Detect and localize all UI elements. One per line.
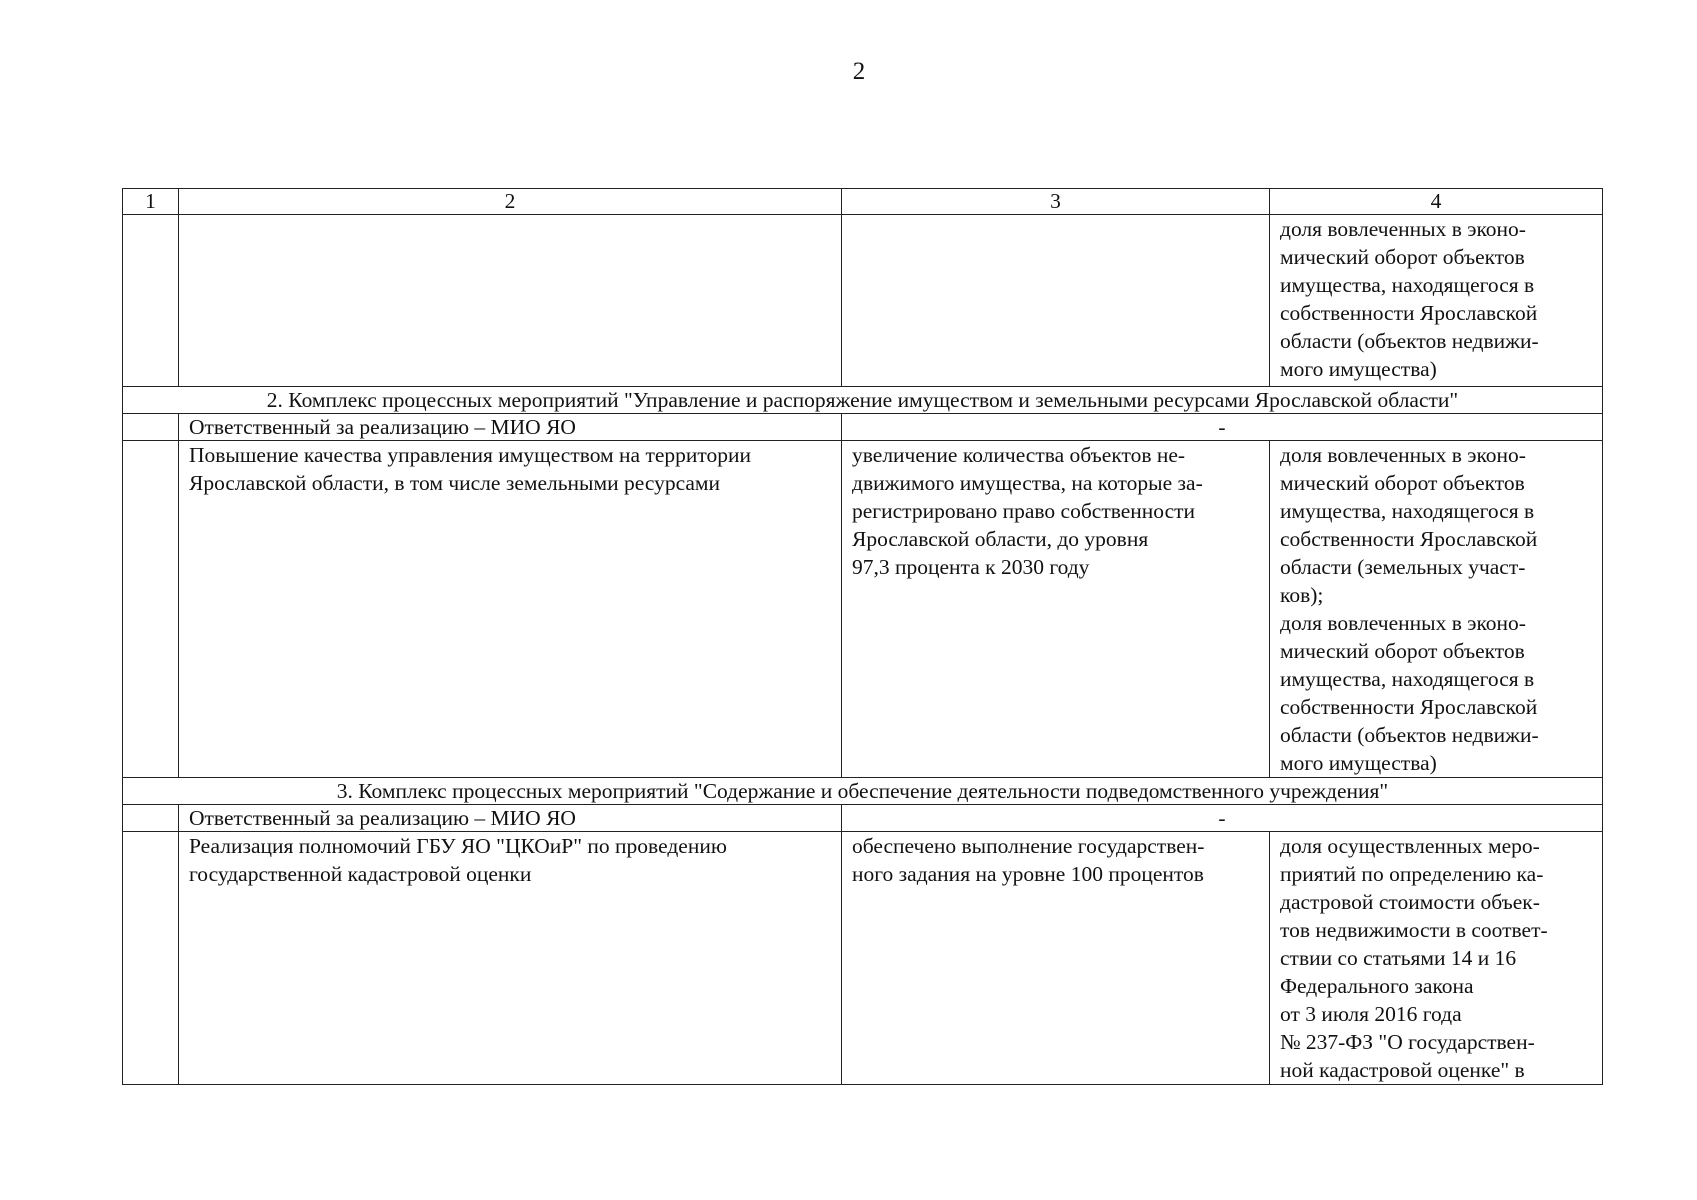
row-number-cell <box>123 215 179 387</box>
result-line: обеспечено выполнение государствен- <box>852 834 1205 858</box>
indicator-line: области (объектов недвижи- <box>1280 723 1539 747</box>
result-line: движимого имущества, на которые за- <box>852 471 1203 495</box>
row-number-cell <box>123 832 179 1085</box>
indicator-line: собственности Ярославской <box>1280 527 1538 551</box>
indicator-line: имущества, находящегося в <box>1280 273 1535 297</box>
section-3-responsible-row <box>123 805 1603 832</box>
section-3-task <box>189 832 831 888</box>
indicator-line: от 3 июля 2016 года <box>1280 1002 1462 1026</box>
indicator-line: приятий по определению ка- <box>1280 862 1544 886</box>
section-2-dash: - <box>842 414 1603 441</box>
section-2-task <box>189 441 831 497</box>
result-line: 97,3 процента к 2030 году <box>852 555 1090 579</box>
section-3-indicator <box>1280 832 1592 1084</box>
indicator-line: № 237-ФЗ "О государствен- <box>1280 1030 1535 1054</box>
section-2-result-cell <box>842 441 1270 778</box>
task-line: государственной кадастровой оценки <box>189 862 532 886</box>
section-3-responsible: Ответственный за реализацию – МИО ЯО <box>179 805 842 832</box>
result-line: увеличение количества объектов не- <box>852 443 1186 467</box>
task-line: Реализация полномочий ГБУ ЯО "ЦКОиР" по проведению <box>189 834 727 858</box>
section-3-dash: - <box>842 805 1603 832</box>
result-line: регистрировано право собственности <box>852 499 1196 523</box>
indicator-line: доля вовлеченных в эконо- <box>1280 443 1526 467</box>
column-header-2: 2 <box>179 189 842 215</box>
indicator-line: области (земельных участ- <box>1280 555 1526 579</box>
page-number: 2 <box>852 58 866 85</box>
indicator-line: имущества, находящегося в <box>1280 499 1535 523</box>
indicator-line: дастровой стоимости объек- <box>1280 890 1540 914</box>
column-header-3: 3 <box>842 189 1270 215</box>
column-header-1: 1 <box>123 189 179 215</box>
indicator-line: доля осуществленных меро- <box>1280 834 1540 858</box>
indicator-line: Федерального закона <box>1280 974 1474 998</box>
indicator-line: мого имущества) <box>1280 751 1437 775</box>
indicator-line: собственности Ярославской <box>1280 695 1538 719</box>
section-3-data-row <box>123 832 1603 1085</box>
indicator-line: области (объектов недвижи- <box>1280 329 1539 353</box>
task-cell <box>179 215 842 387</box>
result-line: Ярославской области, до уровня <box>852 527 1149 551</box>
task-line: Повышение качества управления имуществом на территории <box>189 443 752 467</box>
result-cell <box>842 215 1270 387</box>
section-3-result <box>852 832 1259 888</box>
row-number-cell <box>123 441 179 778</box>
section-2-indicator <box>1280 441 1592 777</box>
indicator-line: мого имущества) <box>1280 357 1437 381</box>
section-2-indicator-cell <box>1270 441 1603 778</box>
task-line: Ярославской области, в том числе земельными ресурсами <box>189 471 721 495</box>
indicator-line: ной кадастровой оценке" в <box>1280 1058 1525 1082</box>
indicator-line: тов недвижимости в соответ- <box>1280 918 1548 942</box>
section-3-title-row <box>123 778 1603 805</box>
table-row-continued <box>123 215 1603 387</box>
section-2-responsible-row <box>123 414 1603 441</box>
indicator-line: имущества, находящегося в <box>1280 667 1535 691</box>
indicator-line: ков); <box>1280 583 1324 607</box>
section-2-responsible: Ответственный за реализацию – МИО ЯО <box>179 414 842 441</box>
indicator-line: ствии со статьями 14 и 16 <box>1280 946 1517 970</box>
indicator-line: доля вовлеченных в эконо- <box>1280 611 1526 635</box>
indicator-cell <box>1270 215 1603 387</box>
indicator-text <box>1280 215 1592 383</box>
section-3-task-cell <box>179 832 842 1085</box>
row-number-cell <box>123 805 179 832</box>
table-header-row <box>123 189 1603 215</box>
section-2-title: 2. Комплекс процессных мероприятий "Управление и распоряжение имуществом и земельными ресурсами Ярославской области" <box>123 387 1603 414</box>
section-2-data-row <box>123 441 1603 778</box>
indicator-line: доля вовлеченных в эконо- <box>1280 217 1526 241</box>
row-number-cell <box>123 414 179 441</box>
section-3-result-cell <box>842 832 1270 1085</box>
section-2-result <box>852 441 1259 581</box>
section-2-task-cell <box>179 441 842 778</box>
section-3-title: 3. Комплекс процессных мероприятий "Содержание и обеспечение деятельности подведомственного учреждения" <box>123 778 1603 805</box>
indicator-line: мический оборот объектов <box>1280 639 1525 663</box>
indicator-line: мический оборот объектов <box>1280 471 1525 495</box>
section-2-title-row <box>123 387 1603 414</box>
column-header-4: 4 <box>1270 189 1603 215</box>
document-table <box>122 188 1603 1085</box>
indicator-line: мический оборот объектов <box>1280 245 1525 269</box>
section-3-indicator-cell <box>1270 832 1603 1085</box>
indicator-line: собственности Ярославской <box>1280 301 1538 325</box>
result-line: ного задания на уровне 100 процентов <box>852 862 1204 886</box>
